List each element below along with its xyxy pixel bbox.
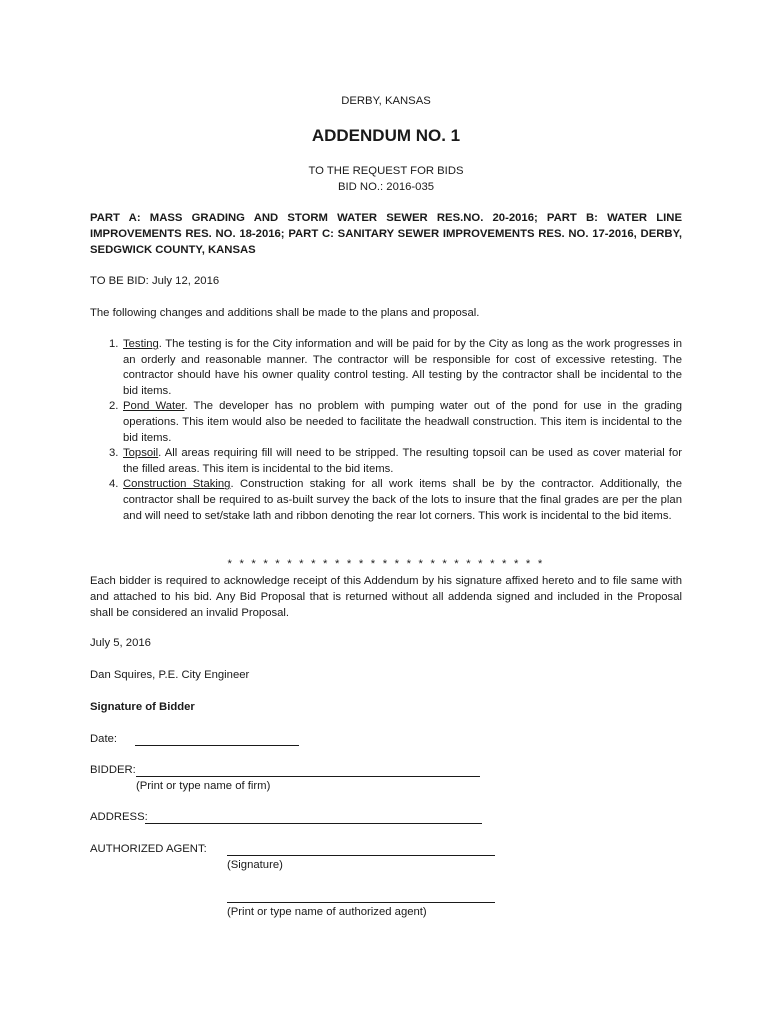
- item-term: Pond Water: [123, 400, 185, 413]
- bidder-caption: (Print or type name of firm): [136, 780, 271, 792]
- date-label: Date:: [90, 733, 118, 745]
- agent-signature-field[interactable]: [227, 843, 495, 856]
- date-field[interactable]: [135, 733, 299, 746]
- item-number: 2.: [109, 400, 119, 413]
- item-text: . The testing is for the City information and will be paid for by the City as long as the work progresses in an orderly and reasonable manner. The contractor will be responsible for cost of excessive retesting. The contractor should have his owner quality control testing. All testing by the contractor shall be incidental to the bid items.: [123, 338, 682, 397]
- intro-text: The following changes and additions shall be made to the plans and proposal.: [90, 307, 480, 319]
- acknowledgement-text: Each bidder is required to acknowledge receipt of this Addendum by his signature affixed hereto and to file same with and attached to his bid. Any Bid Proposal that is returned without all addenda signed and included in the Proposal shall be considered an invalid Proposal.: [90, 575, 682, 619]
- signature-heading: Signature of Bidder: [90, 701, 195, 713]
- signed-by: Dan Squires, P.E. City Engineer: [90, 669, 250, 681]
- project-heading: PART A: MASS GRADING AND STORM WATER SEWER RES.NO. 20-2016; PART B: WATER LINE IMPROVEMENTS RES. NO. 18-2016; PART C: SANITARY SEWER IMPROVEMENTS RES. NO. 17-2016, DERBY, SEDGWICK COUNTY, KANSAS: [90, 212, 682, 256]
- agent-name-field[interactable]: [227, 890, 495, 903]
- item-term: Testing: [123, 338, 159, 350]
- subtitle-request-for-bids: TO THE REQUEST FOR BIDS: [308, 165, 464, 177]
- item-text: . All areas requiring fill will need to be stripped. The resulting topsoil can be used as cover material for the filled areas. This item is incidental to the bid items.: [123, 447, 682, 475]
- separator-stars: * * * * * * * * * * * * * * * * * * * * * * * * * * *: [227, 558, 545, 570]
- list-item: [90, 477, 682, 524]
- item-term: Construction Staking: [123, 478, 231, 491]
- authorized-agent-label: AUTHORIZED AGENT:: [90, 843, 207, 855]
- item-text: . Construction staking for all work items shall be by the contractor. Additionally, the contractor shall be required to as-built survey the back of the lots to insure that the final grades are per the plan and will need to set/stake lath and ribbon denoting the rear lot corners. This work is incidental to the bid items.: [123, 478, 682, 522]
- list-item: [90, 446, 682, 477]
- bidder-label: BIDDER:: [90, 764, 136, 776]
- location-line: DERBY, KANSAS: [341, 95, 431, 107]
- changes-list: [90, 337, 682, 524]
- address-label: ADDRESS:: [90, 811, 148, 823]
- list-item: [90, 337, 682, 399]
- subtitle-bid-number: BID NO.: 2016-035: [337, 181, 435, 193]
- list-item: [90, 399, 682, 446]
- item-number: 4.: [109, 478, 119, 491]
- item-number: 3.: [109, 447, 119, 460]
- address-field[interactable]: [145, 811, 482, 824]
- bid-date: TO BE BID: July 12, 2016: [90, 275, 220, 287]
- item-text: . The developer has no problem with pumping water out of the pond for use in the grading operations. This item would also be needed to facilitate the headwall construction. This item is incidental to the bid items.: [123, 400, 682, 444]
- agent-name-caption: (Print or type name of authorized agent): [227, 906, 427, 918]
- item-number: 1.: [109, 338, 119, 350]
- bidder-field[interactable]: [136, 764, 480, 777]
- signature-caption: (Signature): [227, 859, 283, 871]
- document-title: ADDENDUM NO. 1: [311, 126, 461, 145]
- issue-date: July 5, 2016: [90, 637, 151, 649]
- item-term: Topsoil: [123, 447, 159, 460]
